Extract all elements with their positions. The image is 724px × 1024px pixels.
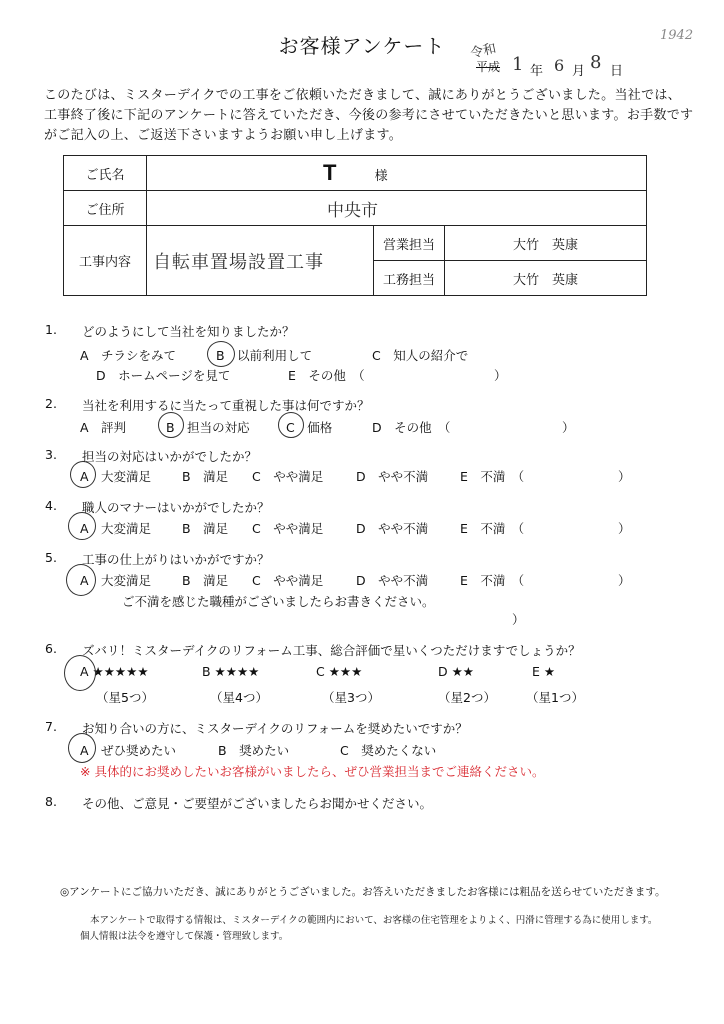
q7-note: ※ 具体的にお奨めしたいお客様がいましたら、ぜひ営業担当までご連絡ください。 — [80, 764, 545, 779]
q1-option-d[interactable]: D ホームページを見て — [96, 368, 231, 383]
q4-option-d[interactable]: D やや不満 — [356, 521, 429, 536]
q4-text: 職人のマナーはいかがでしたか？ — [82, 500, 270, 515]
q5-option-b[interactable]: B 満足 — [182, 573, 229, 588]
q5-text: 工事の仕上がりはいかがですか？ — [82, 552, 270, 567]
work-staff-label: 工務担当 — [374, 261, 445, 296]
q4-number: 4. — [45, 498, 57, 513]
q6-sub-e: （星1つ） — [526, 690, 584, 705]
footer-privacy-1: 本アンケートで取得する情報は、ミスターデイクの範囲内において、お客様の住宅管理をよりよく、円滑に管理する為に使用します。 — [90, 915, 658, 926]
q6-sub-a: （星5つ） — [96, 690, 154, 705]
day-value: 8 — [590, 52, 602, 73]
q4-option-c[interactable]: C やや満足 — [252, 521, 324, 536]
footer-thanks: ◎アンケートにご協力いただき、誠にありがとうございました。お答えいただきましたお客様には粗品を送らせていただきます。 — [60, 886, 666, 898]
q3-selection-mark — [70, 461, 96, 488]
q6-number: 6. — [45, 641, 57, 656]
q3-option-b[interactable]: B 満足 — [182, 469, 229, 484]
q2-option-d[interactable]: D その他 （ — [372, 420, 451, 435]
q5-sub-text: ご不満を感じた職種がございましたらお書きください。 — [122, 594, 435, 609]
q6-option-c[interactable]: C ★★★ — [316, 664, 363, 679]
q7-option-b[interactable]: B 奨めたい — [218, 743, 290, 758]
q7-number: 7. — [45, 719, 57, 734]
q5-selection-mark — [66, 564, 96, 596]
q6-option-a[interactable]: A ★★★★★ — [80, 664, 149, 679]
q2-close: ） — [562, 420, 575, 435]
q2-option-c[interactable]: C 価格 — [286, 420, 333, 435]
q3-option-e[interactable]: E 不満 （ — [460, 469, 525, 484]
month-value: 6 — [554, 56, 565, 75]
sales-label: 営業担当 — [374, 226, 445, 261]
q2-option-a[interactable]: A 評判 — [80, 420, 127, 435]
q4-close: ） — [618, 521, 631, 536]
era-struck: 平成 — [476, 60, 501, 74]
q1-number: 1. — [45, 322, 57, 337]
name-suffix: 様 — [374, 169, 388, 184]
q4-selection-mark — [68, 512, 96, 540]
q1-option-b[interactable]: B 以前利用して — [216, 348, 313, 363]
address-value: 中央市 — [327, 200, 378, 221]
corner-note: 1942 — [660, 28, 694, 43]
q5-number: 5. — [45, 550, 57, 565]
work-cell[interactable] — [147, 226, 374, 296]
work-label: 工事内容 — [64, 226, 147, 296]
q3-text: 担当の対応はいかがでしたか？ — [82, 449, 258, 464]
address-cell[interactable] — [147, 191, 647, 226]
q3-option-c[interactable]: C やや満足 — [252, 469, 324, 484]
era-written: 令和 — [469, 41, 498, 62]
q3-close: ） — [618, 469, 631, 484]
address-label: ご住所 — [64, 191, 147, 226]
intro-text: このたびは、ミスターデイクでの工事をご依頼いただきまして、誠にありがとうございました。当社では、工事終了後に下記のアンケートに答えていただき、今後の参考にさせていただきたいと思います。お手数ですがご記入の上、ご返送下さいますようお願い申し上げます。 — [44, 88, 694, 143]
q5-sub-close: ） — [512, 612, 525, 627]
q6-text: ズバリ！ミスターデイクのリフォーム工事、総合評価で星いくつただけますでしょうか？ — [82, 643, 581, 658]
q2-number: 2. — [45, 396, 57, 411]
month-label: 月 — [572, 64, 586, 79]
year-label: 年 — [530, 64, 544, 79]
q2-selection-mark-c — [278, 412, 304, 438]
work-value: 自転車置場設置工事 — [153, 251, 324, 273]
q2-text: 当社を利用するに当たって重視した事は何ですか？ — [82, 398, 370, 413]
q7-selection-mark — [68, 733, 96, 763]
q1-text: どのようにして当社を知りましたか？ — [82, 324, 295, 339]
q5-option-c[interactable]: C やや満足 — [252, 573, 324, 588]
q1-selection-mark — [207, 341, 235, 367]
q3-number: 3. — [45, 447, 57, 462]
q4-option-a[interactable]: A 大変満足 — [80, 521, 152, 536]
q6-sub-d: （星2つ） — [438, 690, 496, 705]
q5-close: ） — [618, 573, 631, 588]
q7-option-c[interactable]: C 奨めたくない — [340, 743, 437, 758]
q6-sub-c: （星3つ） — [322, 690, 380, 705]
year-value: 1 — [512, 54, 524, 75]
name-label: ご氏名 — [64, 156, 147, 191]
q8-text: その他、ご意見・ご要望がございましたらお聞かせください。 — [82, 796, 433, 811]
q7-option-a[interactable]: A ぜひ奨めたい — [80, 743, 177, 758]
q1-option-e[interactable]: E その他 （ — [288, 368, 365, 383]
q1-option-a[interactable]: A チラシをみて — [80, 348, 177, 363]
q6-selection-mark — [64, 655, 96, 691]
customer-info-table — [63, 155, 647, 296]
name-cell[interactable] — [147, 156, 647, 191]
q4-option-e[interactable]: E 不満 （ — [460, 521, 525, 536]
footer-privacy-2: 個人情報は法令を遵守して保護・管理致します。 — [80, 931, 289, 942]
q4-option-b[interactable]: B 満足 — [182, 521, 229, 536]
work-staff-value: 大竹 英康 — [445, 261, 647, 296]
name-value: T — [323, 160, 337, 185]
q6-sub-b: （星4つ） — [210, 690, 268, 705]
sales-value: 大竹 英康 — [445, 226, 647, 261]
q6-option-b[interactable]: B ★★★★ — [202, 664, 260, 679]
page-title: お客様アンケート — [278, 34, 446, 58]
q5-option-a[interactable]: A 大変満足 — [80, 573, 152, 588]
q5-option-d[interactable]: D やや不満 — [356, 573, 429, 588]
q3-option-a[interactable]: A 大変満足 — [80, 469, 152, 484]
day-label: 日 — [610, 64, 624, 79]
q8-number: 8. — [45, 794, 57, 809]
q2-selection-mark-b — [158, 412, 184, 438]
q2-option-b[interactable]: B 担当の対応 — [166, 420, 250, 435]
q5-option-e[interactable]: E 不満 （ — [460, 573, 525, 588]
q1-option-c[interactable]: C 知人の紹介で — [372, 348, 469, 363]
q6-option-d[interactable]: D ★★ — [438, 664, 475, 679]
q6-option-e[interactable]: E ★ — [532, 664, 556, 679]
q1-close: ） — [494, 368, 507, 383]
q3-option-d[interactable]: D やや不満 — [356, 469, 429, 484]
q7-text: お知り合いの方に、ミスターデイクのリフォームを奨めたいですか？ — [82, 721, 468, 736]
